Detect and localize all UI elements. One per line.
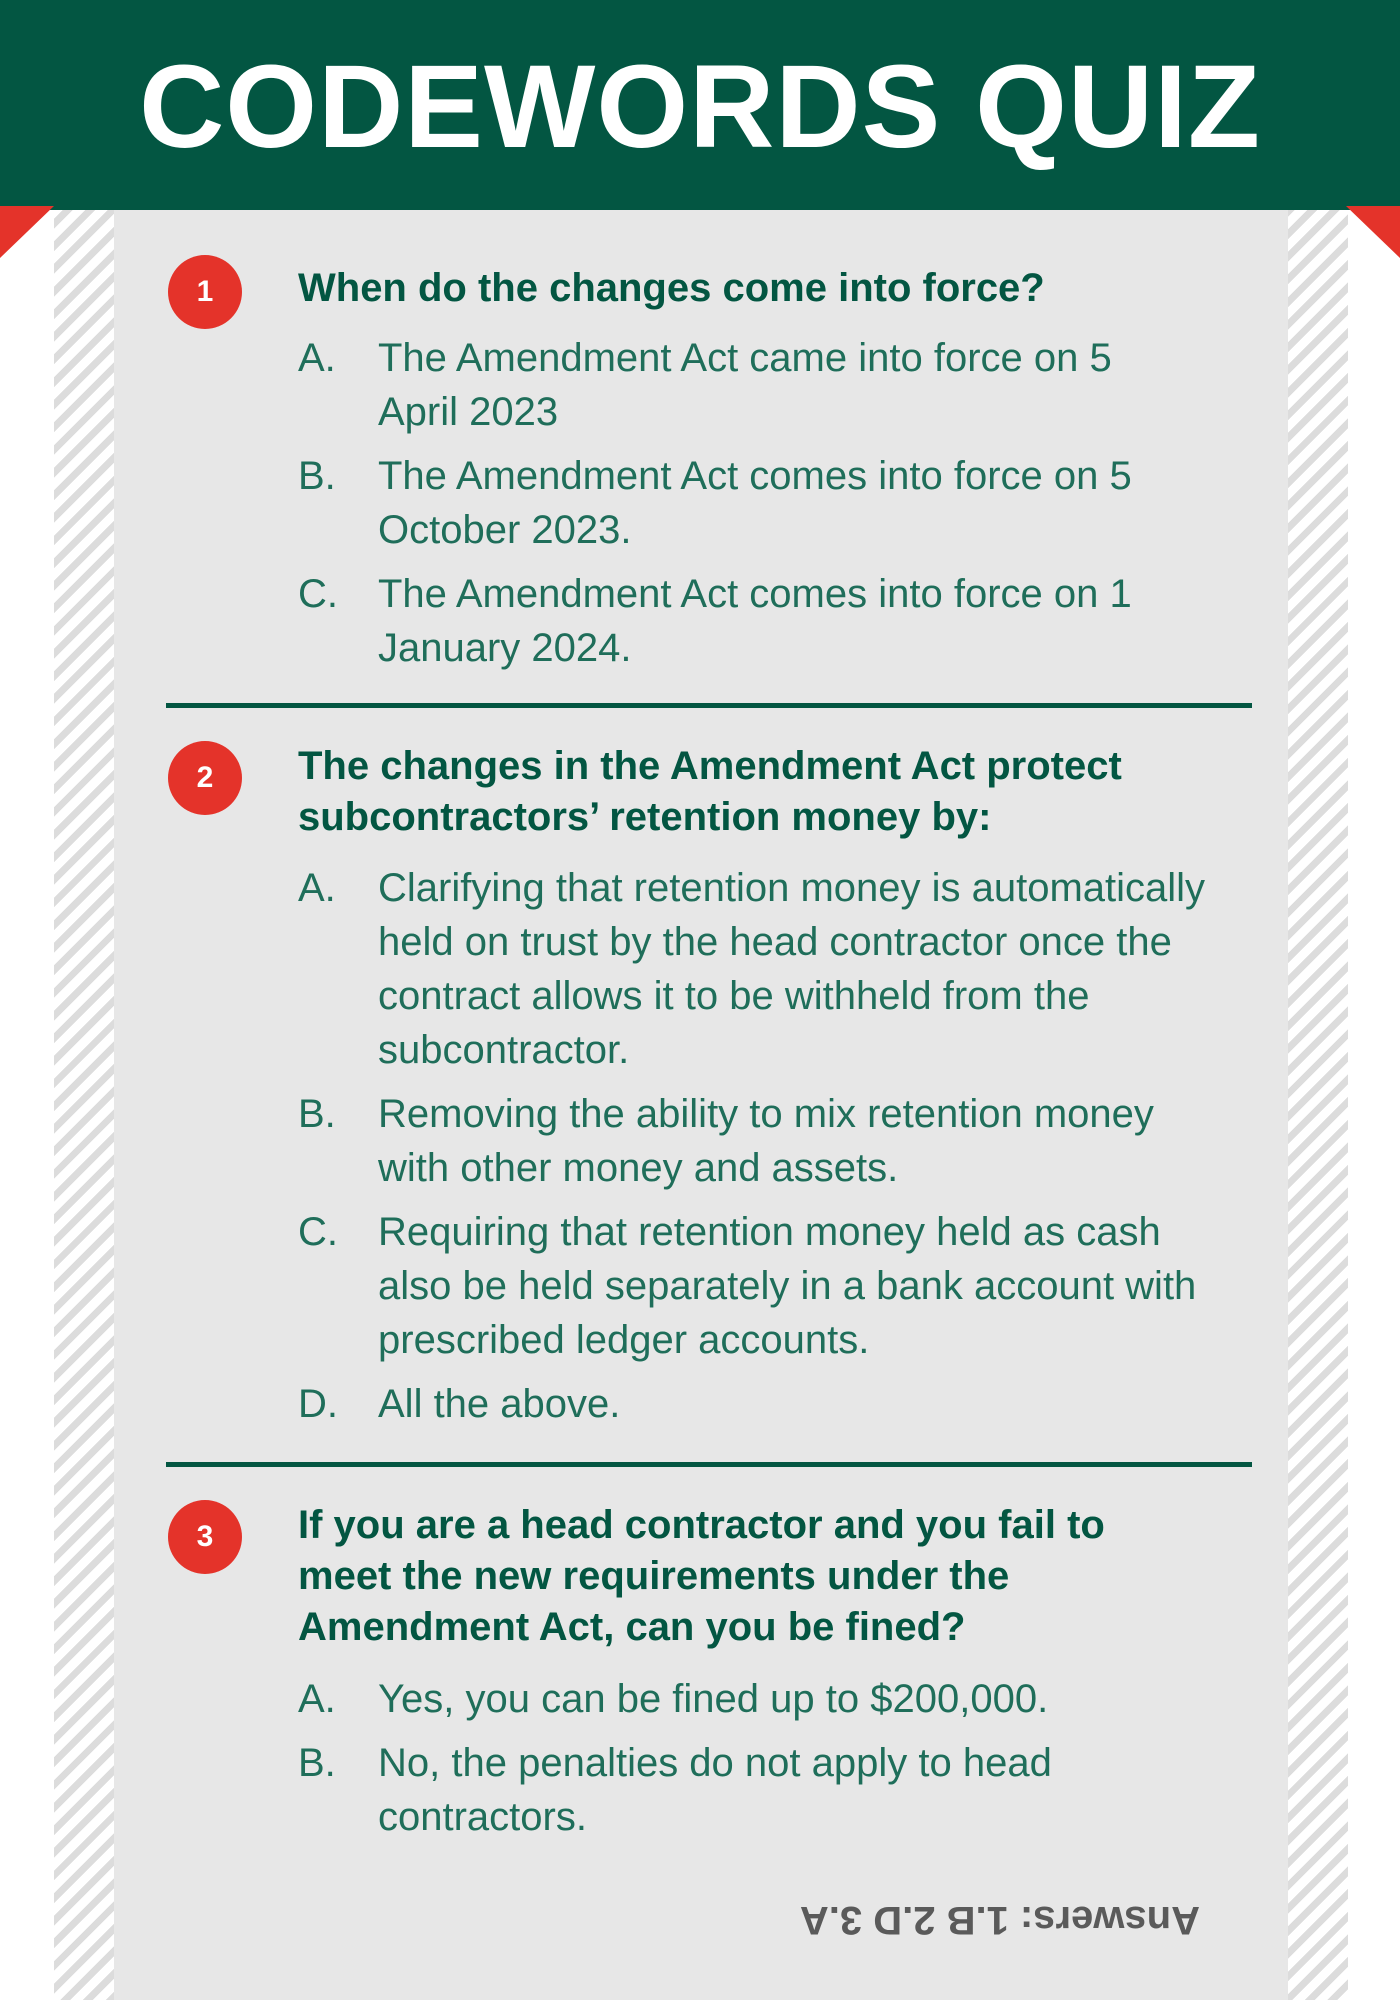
- quiz-header: [0, 0, 1400, 210]
- right-ribbon-fold: [1346, 206, 1400, 258]
- option-d: [298, 1377, 1268, 1431]
- option-list: [298, 1672, 1268, 1854]
- option-c: [298, 567, 1268, 675]
- option-text: Clarifying that retention money is automatically held on trust by the head contractor once the contract allows it to be withheld from the subcontractor.: [378, 866, 1206, 1072]
- question-number-badge: 2: [168, 741, 242, 815]
- option-b: [298, 449, 1268, 557]
- question-number-badge: 1: [168, 255, 242, 329]
- option-letter: A.: [298, 866, 336, 910]
- option-text: Requiring that retention money held as cash also be held separately in a bank account with prescribed ledger accounts.: [378, 1210, 1197, 1362]
- option-letter: C.: [298, 572, 338, 616]
- option-a: [298, 1672, 1268, 1726]
- option-c: [298, 1205, 1268, 1367]
- option-text: The Amendment Act came into force on 5 April 2023: [378, 336, 1112, 434]
- option-b: [298, 1087, 1268, 1195]
- option-a: [298, 331, 1268, 439]
- option-list: [298, 331, 1268, 685]
- option-b: [298, 1736, 1268, 1844]
- option-list: [298, 861, 1268, 1441]
- option-text: The Amendment Act comes into force on 5 October 2023.: [378, 454, 1132, 552]
- option-letter: B.: [298, 1741, 336, 1785]
- section-divider: [166, 1462, 1252, 1467]
- option-letter: A.: [298, 1677, 336, 1721]
- option-letter: A.: [298, 336, 336, 380]
- left-ribbon-fold: [0, 206, 54, 258]
- quiz-title: CODEWORDS QUIZ: [139, 41, 1261, 173]
- option-a: [298, 861, 1268, 1077]
- question-text: The changes in the Amendment Act protect subcontractors’ retention money by:: [298, 744, 1122, 839]
- question-text: If you are a head contractor and you fail to meet the new requirements under the Amendment Act, can you be fined?: [298, 1503, 1105, 1649]
- option-letter: B.: [298, 454, 336, 498]
- option-letter: D.: [298, 1382, 338, 1426]
- question-number-badge: 3: [168, 1500, 242, 1574]
- option-text: Removing the ability to mix retention money with other money and assets.: [378, 1092, 1154, 1190]
- answers-upside-down: Answers: 1.B 2.D 3.A: [799, 1898, 1200, 1942]
- question-text: When do the changes come into force?: [298, 266, 1045, 310]
- option-text: No, the penalties do not apply to head contractors.: [378, 1741, 1052, 1839]
- option-letter: C.: [298, 1210, 338, 1254]
- option-text: The Amendment Act comes into force on 1 January 2024.: [378, 572, 1132, 670]
- option-text: All the above.: [378, 1382, 621, 1426]
- option-letter: B.: [298, 1092, 336, 1136]
- option-text: Yes, you can be fined up to $200,000.: [378, 1677, 1049, 1721]
- section-divider: [166, 703, 1252, 708]
